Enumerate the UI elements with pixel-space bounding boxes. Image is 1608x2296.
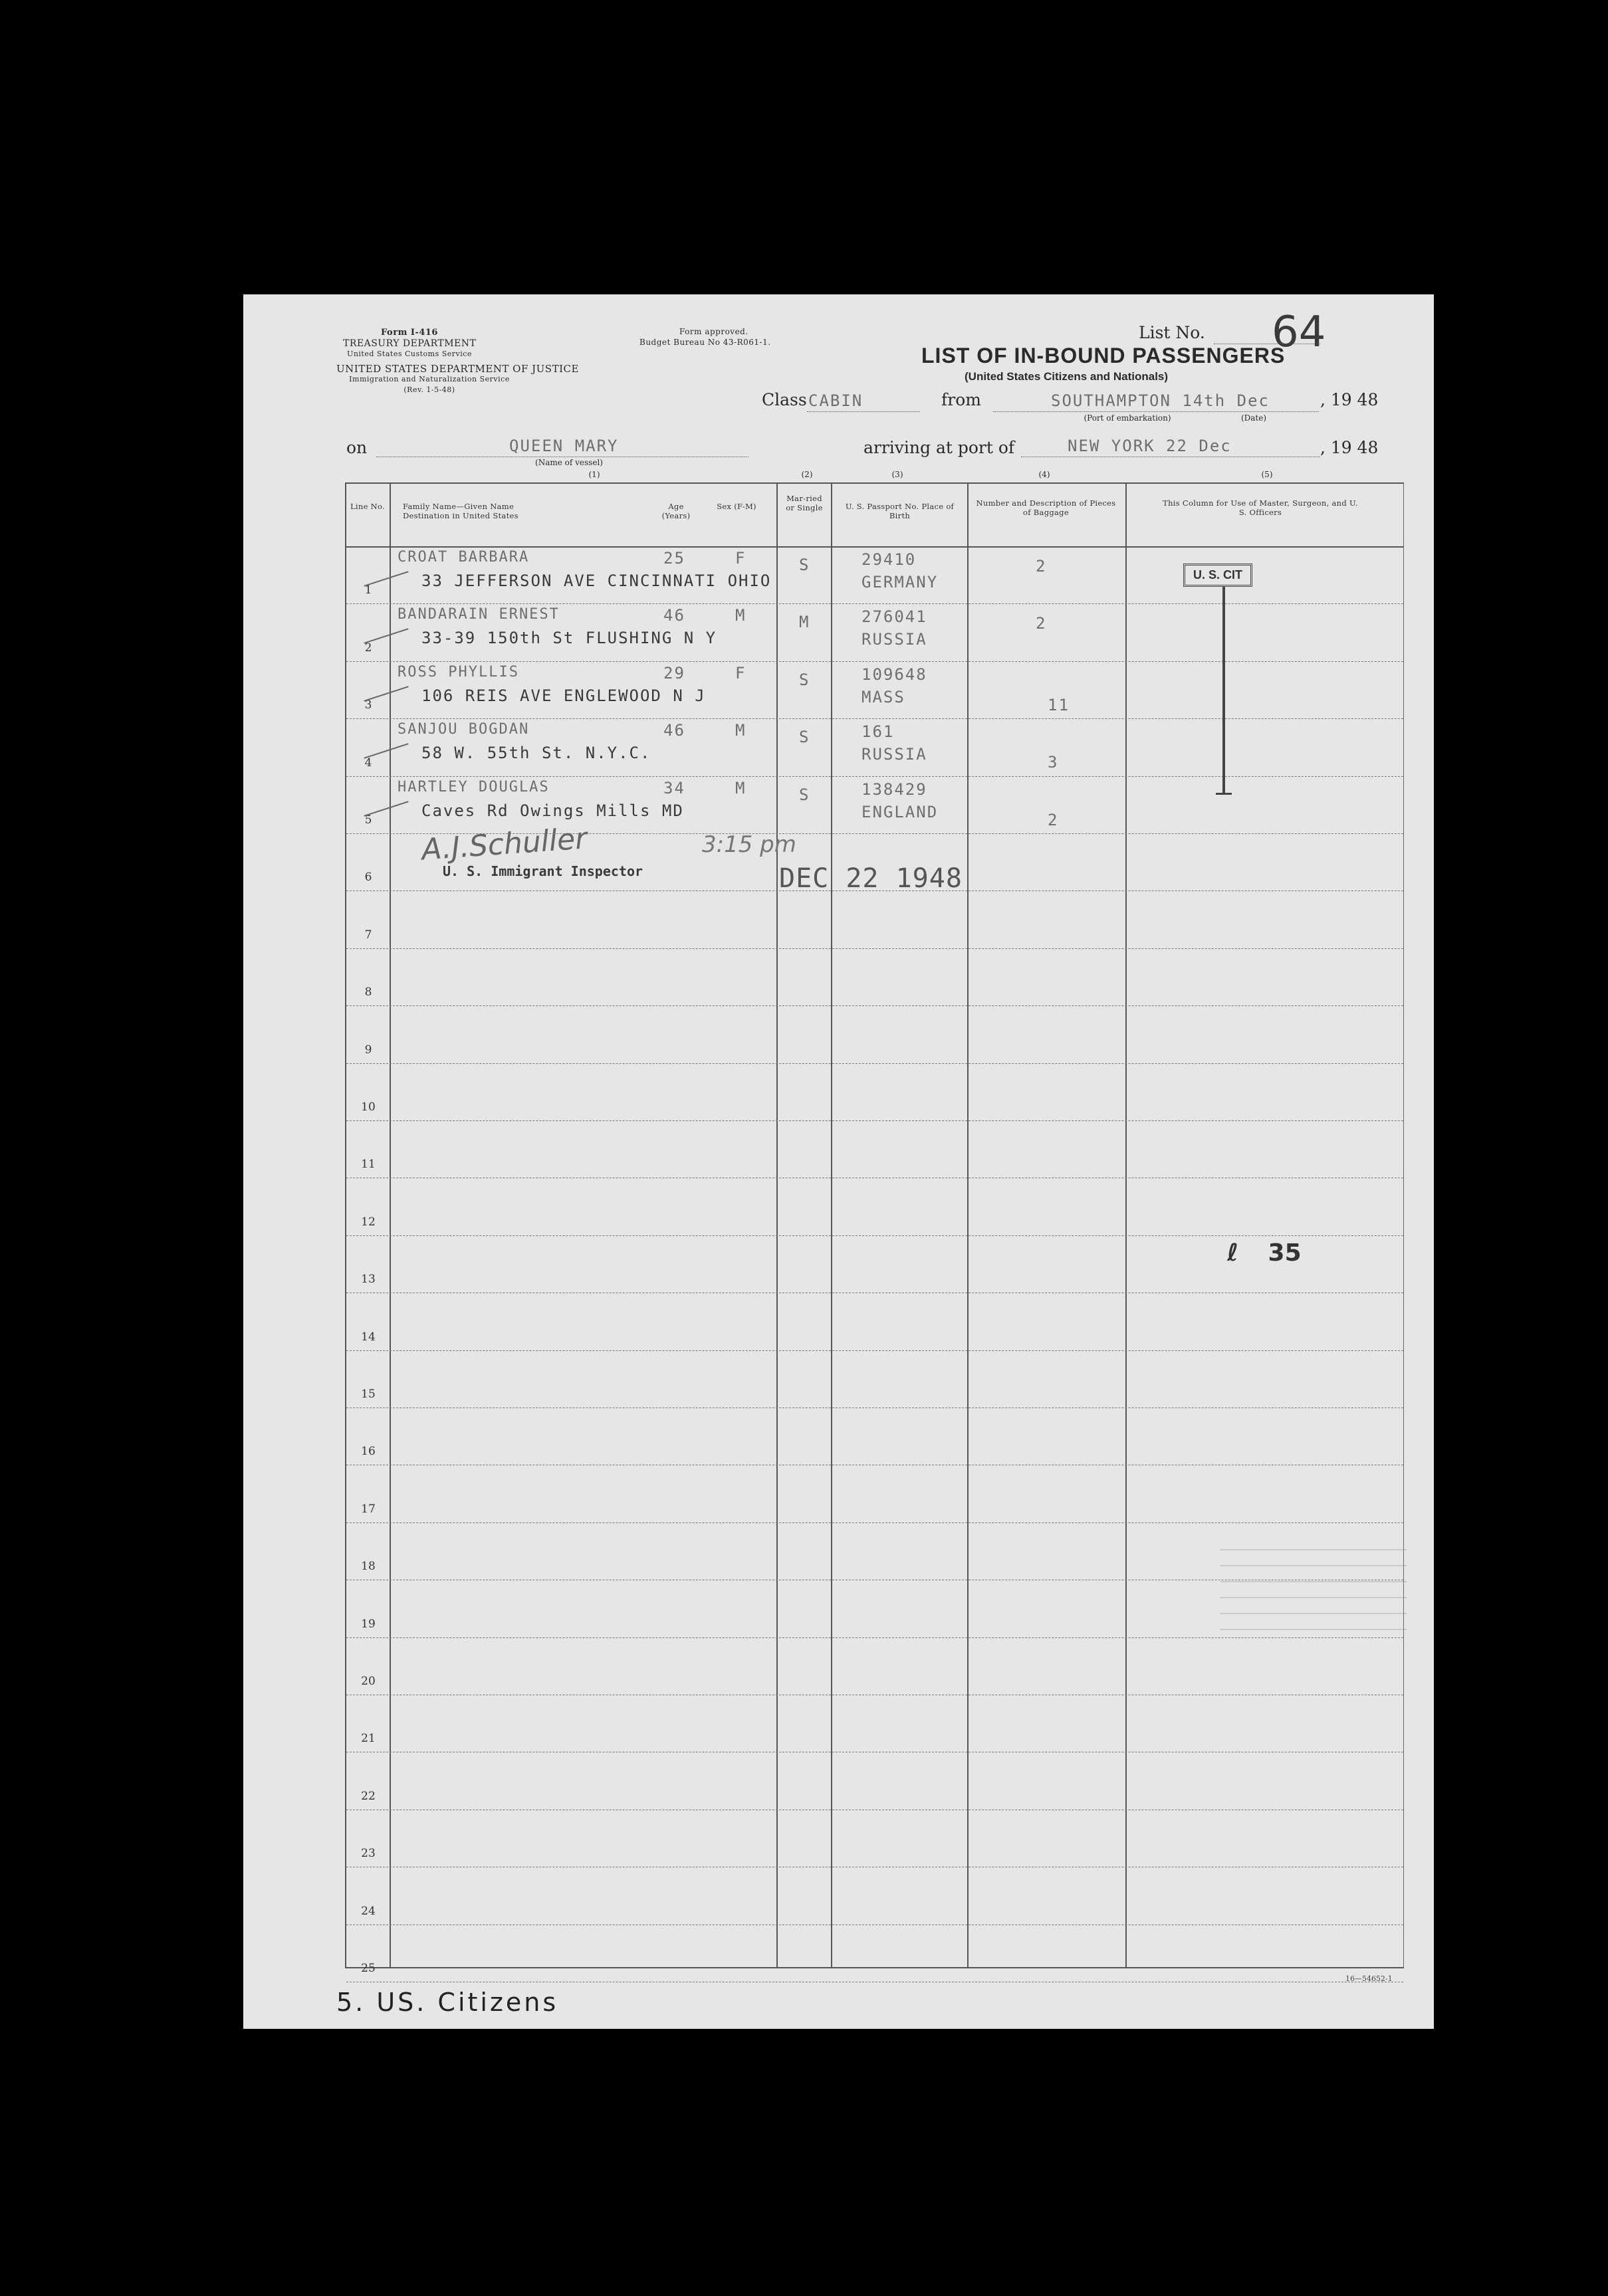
vessel-caption: (Name of vessel) [535, 458, 603, 467]
budget-bureau: Budget Bureau No 43-R061-1. [639, 338, 771, 347]
col-number-1: (1) [588, 470, 600, 479]
passenger-passport: 161 [861, 722, 895, 741]
table-row-rule [346, 1350, 1403, 1351]
header-name: Family Name—Given Name Destination in United States [403, 502, 518, 520]
row-number: 4 [364, 756, 372, 770]
port-caption: (Port of embarkation) [1084, 413, 1171, 423]
passenger-address: 33-39 150th St FLUSHING N Y [421, 629, 717, 647]
justice-dept: UNITED STATES DEPARTMENT OF JUSTICE [336, 363, 579, 375]
row-number: 12 [361, 1215, 376, 1229]
vessel-value: QUEEN MARY [509, 437, 619, 455]
passenger-sex: F [735, 664, 747, 682]
passenger-passport: 138429 [861, 780, 927, 799]
row-number: 2 [364, 641, 372, 655]
row-number: 22 [361, 1790, 376, 1803]
passenger-birthplace: RUSSIA [861, 745, 927, 764]
table-row-rule [346, 948, 1403, 949]
row-number: 16 [361, 1445, 376, 1458]
count-note-mark: ℓ [1227, 1239, 1238, 1267]
row-number: 6 [364, 871, 372, 884]
passenger-marital: S [799, 671, 810, 689]
date-stamp: DEC 22 1948 [779, 863, 963, 894]
passenger-baggage: 11 [1048, 696, 1070, 714]
from-label: from [941, 390, 981, 409]
passenger-sex: M [735, 721, 747, 740]
row-number: 14 [361, 1330, 376, 1344]
col-number-3: (3) [891, 470, 903, 479]
table-row-rule [346, 1005, 1403, 1006]
row-number: 9 [364, 1043, 372, 1057]
inspection-time: 3:15 pm [702, 831, 796, 858]
row-number: 5 [364, 813, 372, 827]
inspector-signature: A.J.Schuller [420, 821, 588, 867]
document-subtitle: (United States Citizens and Nationals) [965, 370, 1169, 383]
passenger-marital: M [799, 613, 810, 631]
col-rule-3 [831, 482, 832, 1967]
passenger-address: 58 W. 55th St. N.Y.C. [421, 744, 651, 762]
passenger-name: SANJOU BOGDAN [398, 721, 530, 738]
row-number: 11 [361, 1158, 376, 1171]
form-approval [639, 326, 772, 348]
row-number: 25 [361, 1962, 376, 1975]
passenger-age: 25 [663, 549, 685, 568]
passenger-passport: 109648 [861, 665, 927, 684]
col-rule-2 [776, 482, 778, 1967]
passenger-age: 34 [663, 779, 685, 797]
table-row-rule [346, 776, 1403, 777]
table-header-rule [345, 546, 1403, 548]
passenger-passport: 276041 [861, 607, 927, 626]
row-number: 7 [364, 928, 372, 942]
table-row-rule [346, 1063, 1403, 1064]
count-note-value: 35 [1268, 1239, 1302, 1267]
passenger-sex: M [735, 606, 747, 625]
us-citizen-stamp: U. S. CIT [1183, 564, 1252, 587]
passenger-age: 46 [663, 606, 685, 625]
row-number: 21 [361, 1732, 376, 1745]
row-number: 13 [361, 1273, 376, 1286]
row-number: 17 [361, 1503, 376, 1516]
date-caption: (Date) [1240, 413, 1267, 423]
row-number: 19 [361, 1618, 376, 1631]
row-number: 20 [361, 1675, 376, 1688]
row-number: 8 [364, 986, 372, 999]
passenger-baggage: 2 [1048, 811, 1059, 829]
from-underline [993, 411, 1319, 412]
arrival-value: NEW YORK 22 Dec [1068, 437, 1232, 455]
us-citizen-bracket [1222, 587, 1225, 793]
header-sex: Sex (F-M) [717, 502, 756, 511]
form-revision: (Rev. 1-5-48) [403, 385, 455, 394]
header-line-no: Line No. [350, 502, 386, 511]
on-label: on [346, 438, 368, 457]
from-value: SOUTHAMPTON 14th Dec [1051, 391, 1270, 410]
table-row-rule [346, 603, 1403, 604]
form-number: Form I-416 [381, 328, 438, 338]
ins-service: Immigration and Naturalization Service [349, 375, 510, 383]
passenger-baggage: 2 [1036, 557, 1047, 575]
list-no-value: 64 [1272, 308, 1326, 357]
passenger-marital: S [799, 556, 810, 574]
passenger-sex: F [735, 549, 747, 568]
passenger-baggage: 2 [1036, 614, 1047, 633]
class-label: Class [762, 390, 807, 409]
col-number-5: (5) [1261, 470, 1273, 479]
inspector-title: U. S. Immigrant Inspector [443, 863, 643, 879]
passenger-birthplace: ENGLAND [861, 803, 939, 821]
row-number: 23 [361, 1847, 376, 1860]
row-number: 10 [361, 1100, 376, 1114]
passenger-passport: 29410 [861, 550, 917, 569]
passenger-name: BANDARAIN ERNEST [398, 606, 560, 623]
us-citizen-bracket-end [1216, 793, 1232, 795]
class-underline [807, 411, 920, 412]
customs-service: United States Customs Service [347, 350, 472, 358]
treasury-dept: TREASURY DEPARTMENT [343, 338, 477, 349]
passenger-age: 29 [663, 664, 685, 682]
count-note [1227, 1239, 1302, 1267]
col-number-2: (2) [801, 470, 813, 479]
list-no-label: List No. [1139, 323, 1205, 342]
from-year: , 19 48 [1320, 390, 1379, 409]
passenger-name: CROAT BARBARA [398, 549, 530, 566]
passenger-age: 46 [663, 721, 685, 740]
table-row-rule [346, 718, 1403, 719]
row-number: 15 [361, 1388, 376, 1401]
bleed-through [1220, 1544, 1407, 1630]
col-rule-1 [390, 482, 391, 1967]
table-row-rule [346, 1235, 1403, 1236]
header-age: Age (Years) [661, 502, 691, 520]
header-officers: This Column for Use of Master, Surgeon, and U. S. Officers [1163, 498, 1358, 517]
passenger-baggage: 3 [1048, 753, 1059, 772]
passenger-address: Caves Rd Owings Mills MD [421, 801, 684, 820]
form-header-left [343, 328, 476, 360]
approval-text: Form approved. [679, 327, 748, 336]
col-number-4: (4) [1038, 470, 1050, 479]
arriving-label: arriving at port of [863, 438, 1015, 457]
table-row-rule [346, 1637, 1403, 1638]
col-rule-5 [1125, 482, 1127, 1967]
row-number: 1 [364, 583, 372, 597]
footer-note: 5. US. Citizens [336, 1988, 559, 2017]
table-row-rule [346, 661, 1403, 662]
row-number: 3 [364, 698, 372, 712]
passenger-birthplace: MASS [861, 688, 905, 706]
passenger-birthplace: GERMANY [861, 573, 939, 591]
passenger-name: HARTLEY DOUGLAS [398, 779, 550, 795]
passenger-birthplace: RUSSIA [861, 630, 927, 649]
table-row-rule [346, 1120, 1403, 1121]
passenger-address: 106 REIS AVE ENGLEWOOD N J [421, 686, 706, 705]
col-rule-4 [967, 482, 969, 1967]
passenger-marital: S [799, 728, 810, 746]
passenger-marital: S [799, 785, 810, 804]
passenger-name: ROSS PHYLLIS [398, 664, 519, 680]
arrival-year: , 19 48 [1320, 438, 1379, 457]
header-married: Mar-ried or Single [786, 494, 823, 512]
row-number: 18 [361, 1560, 376, 1573]
manifest-sheet [243, 294, 1434, 2029]
form-header-justice [336, 363, 579, 395]
class-value: CABIN [808, 391, 863, 410]
header-baggage: Number and Description of Pieces of Baggage [976, 498, 1116, 517]
row-number: 24 [361, 1905, 376, 1918]
header-passport: U. S. Passport No. Place of Birth [845, 502, 955, 520]
print-code: 16—54652-1 [1345, 1974, 1393, 1983]
document-title: LIST OF IN-BOUND PASSENGERS [921, 344, 1286, 367]
passenger-sex: M [735, 779, 747, 797]
passenger-address: 33 JEFFERSON AVE CINCINNATI OHIO [421, 572, 772, 590]
table-row-rule [346, 1522, 1403, 1523]
